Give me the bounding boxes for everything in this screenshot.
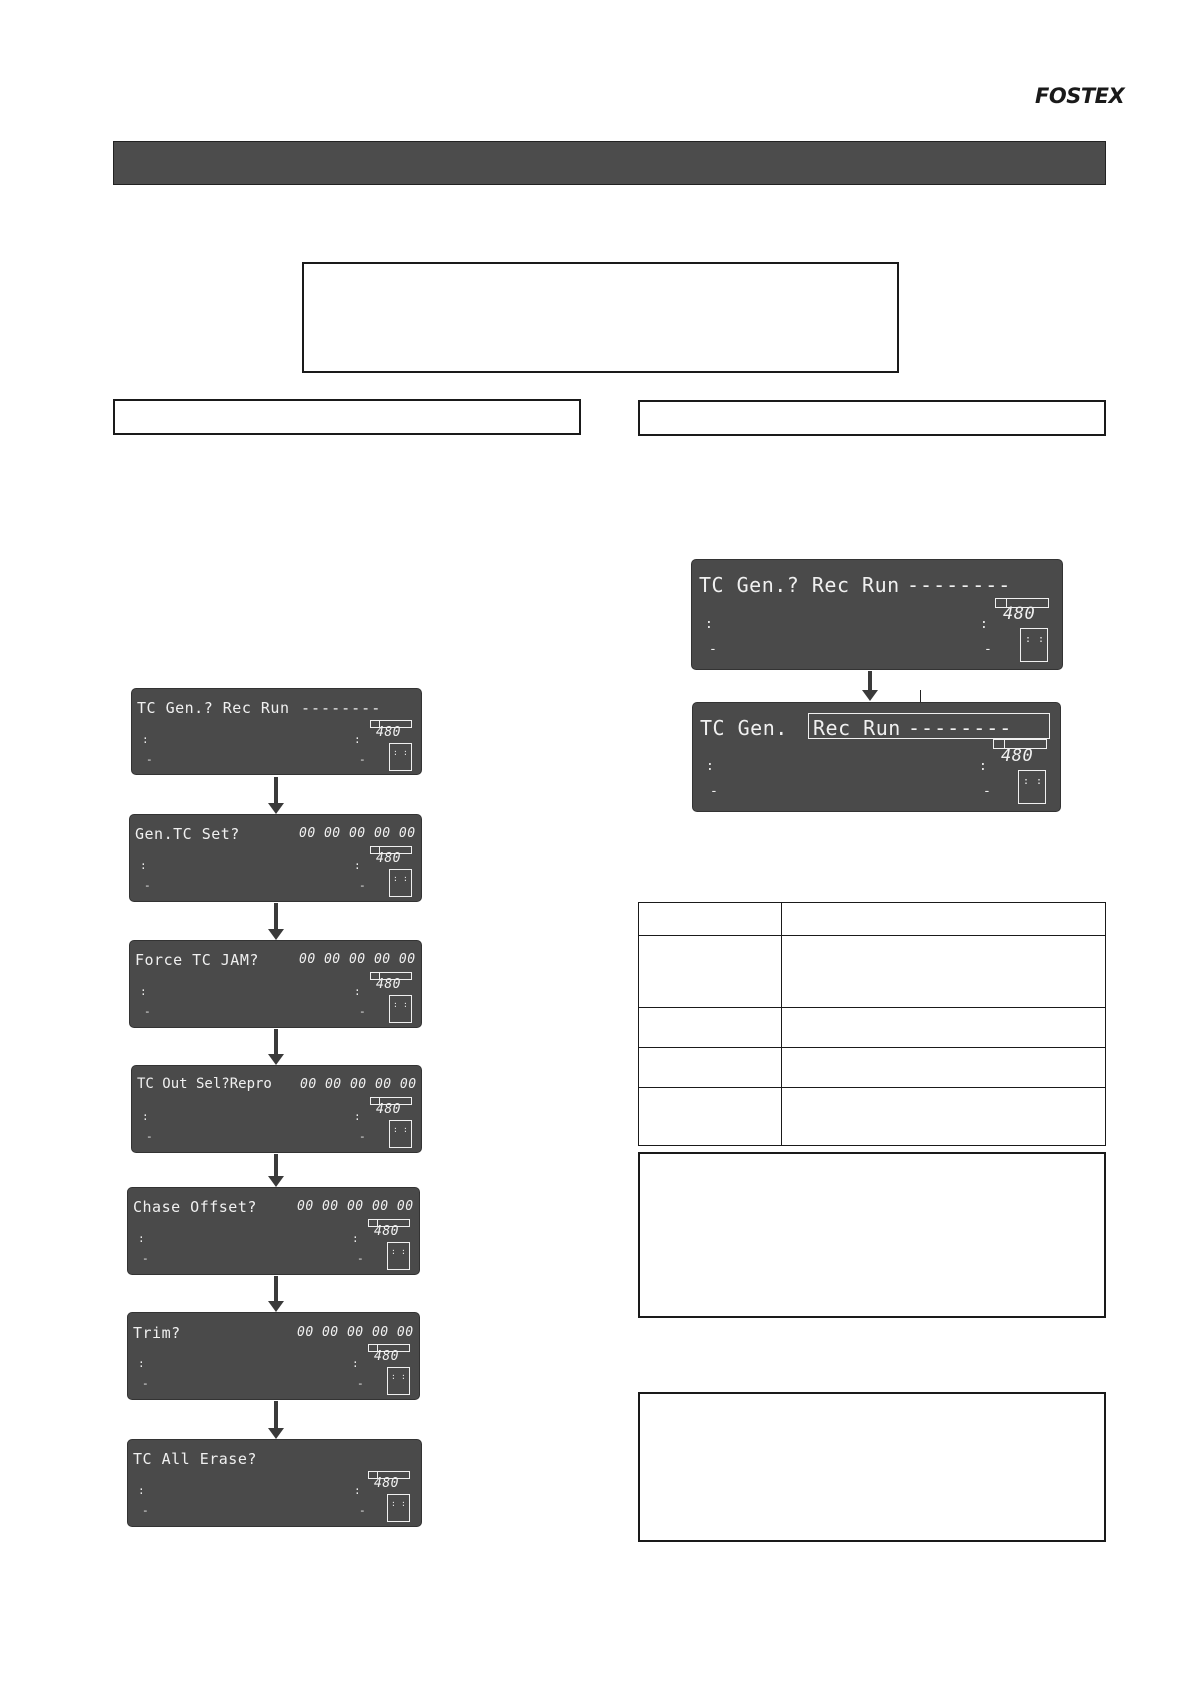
right-section-heading-box bbox=[638, 400, 1106, 436]
flow-arrowhead bbox=[268, 1176, 284, 1187]
lcd-screen-gen-tc-set bbox=[130, 815, 421, 901]
flow-arrowhead bbox=[268, 803, 284, 814]
lcd-line1: TC All Erase? bbox=[133, 1450, 257, 1468]
flow-arrow-line bbox=[868, 671, 872, 692]
table-row bbox=[639, 1008, 1106, 1048]
lcd-counter: 480 bbox=[374, 1224, 399, 1239]
lcd-dot: - bbox=[710, 784, 718, 799]
lcd-colon: : bbox=[352, 1357, 359, 1370]
lcd-colon: : bbox=[354, 1484, 361, 1497]
lcd-selected-value: Rec Run bbox=[813, 716, 901, 740]
lcd-colon: : bbox=[354, 733, 361, 746]
table-cell bbox=[782, 936, 1106, 1008]
lcd-dashes: -------- bbox=[907, 573, 1012, 597]
lcd-dot: - bbox=[984, 642, 992, 657]
lcd-timecode: 00 00 00 00 00 bbox=[299, 826, 416, 841]
lcd-dot: - bbox=[146, 1130, 153, 1143]
lcd-screen-tc-gen-menu bbox=[692, 560, 1062, 669]
flow-arrowhead bbox=[862, 690, 878, 701]
battery-icon: : : bbox=[389, 743, 412, 771]
lcd-colon: : bbox=[138, 1484, 145, 1497]
lcd-colon: : bbox=[138, 1357, 145, 1370]
table-row bbox=[639, 1048, 1106, 1088]
note-box bbox=[638, 1392, 1106, 1542]
lcd-screen-chase-offset bbox=[128, 1188, 419, 1274]
battery-icon: : : bbox=[1020, 628, 1048, 662]
intro-box bbox=[302, 262, 899, 373]
lcd-colon: : bbox=[354, 1110, 361, 1123]
fostex-logo: FOSTEX bbox=[1035, 84, 1125, 108]
table-cell bbox=[639, 1088, 782, 1146]
lcd-dot: - bbox=[357, 1252, 364, 1265]
flow-arrow-line bbox=[274, 777, 278, 805]
table-cell bbox=[782, 1088, 1106, 1146]
lcd-dot: - bbox=[709, 642, 717, 657]
lcd-dot: - bbox=[142, 1252, 149, 1265]
flow-arrow-line bbox=[274, 1276, 278, 1303]
lcd-dot: - bbox=[359, 753, 366, 766]
lcd-dot: - bbox=[359, 1504, 366, 1517]
lcd-colon: : bbox=[142, 733, 149, 746]
lcd-dot: - bbox=[359, 879, 366, 892]
flow-arrow-line bbox=[274, 1029, 278, 1056]
lcd-screen-force-tc-jam bbox=[130, 941, 421, 1027]
lcd-counter: 480 bbox=[1001, 746, 1034, 766]
lcd-colon: : bbox=[142, 1110, 149, 1123]
lcd-colon: : bbox=[352, 1232, 359, 1245]
lcd-dot: - bbox=[142, 1504, 149, 1517]
lcd-counter: 480 bbox=[376, 725, 401, 740]
lcd-dot: - bbox=[142, 1377, 149, 1390]
flow-arrowhead bbox=[268, 1428, 284, 1439]
table-cell bbox=[639, 1008, 782, 1048]
options-table bbox=[638, 902, 1106, 1146]
lcd-line1: Chase Offset? bbox=[133, 1198, 257, 1216]
left-section-heading-box bbox=[113, 399, 581, 435]
lcd-colon: : bbox=[980, 617, 988, 632]
lcd-line1: Force TC JAM? bbox=[135, 951, 259, 969]
lcd-counter: 480 bbox=[376, 851, 401, 866]
flow-arrowhead bbox=[268, 1054, 284, 1065]
lcd-screen-tc-gen bbox=[132, 689, 421, 774]
lcd-screen-tc-all-erase bbox=[128, 1440, 421, 1526]
lcd-screen-tc-gen-select bbox=[693, 703, 1060, 811]
lcd-dot: - bbox=[359, 1005, 366, 1018]
lcd-screen-tc-out-sel bbox=[132, 1066, 421, 1152]
lcd-colon: : bbox=[354, 859, 361, 872]
lcd-line1: TC Gen.? Rec Run bbox=[137, 699, 290, 717]
lcd-counter: 480 bbox=[1003, 604, 1036, 624]
lcd-screen-trim bbox=[128, 1313, 419, 1399]
note-box bbox=[638, 1152, 1106, 1318]
lcd-colon: : bbox=[705, 617, 713, 632]
lcd-colon: : bbox=[138, 1232, 145, 1245]
lcd-dot: - bbox=[357, 1377, 364, 1390]
flow-arrow-line bbox=[274, 1401, 278, 1429]
lcd-timecode: 00 00 00 00 00 bbox=[299, 952, 416, 967]
battery-icon: : : bbox=[1018, 770, 1046, 804]
lcd-colon: : bbox=[140, 859, 147, 872]
battery-icon: : : bbox=[389, 995, 412, 1023]
lcd-colon: : bbox=[706, 759, 714, 774]
lcd-dashes: -------- bbox=[908, 716, 1013, 740]
table-row bbox=[639, 1088, 1106, 1146]
battery-icon: : : bbox=[387, 1367, 410, 1395]
lcd-dot: - bbox=[359, 1130, 366, 1143]
lcd-colon: : bbox=[140, 985, 147, 998]
lcd-dot: - bbox=[146, 753, 153, 766]
lcd-timecode: 00 00 00 00 00 bbox=[300, 1077, 417, 1092]
table-row bbox=[639, 936, 1106, 1008]
lcd-dot: - bbox=[144, 1005, 151, 1018]
flow-arrow-line bbox=[274, 903, 278, 931]
lcd-colon: : bbox=[354, 985, 361, 998]
lcd-line1: TC Gen.? Rec Run bbox=[699, 573, 900, 597]
lcd-timecode: 00 00 00 00 00 bbox=[297, 1199, 414, 1214]
lcd-line1: Gen.TC Set? bbox=[135, 825, 240, 843]
battery-icon: : : bbox=[389, 1120, 412, 1148]
battery-icon: : : bbox=[389, 869, 412, 897]
flow-arrowhead bbox=[268, 929, 284, 940]
lcd-colon: : bbox=[979, 759, 987, 774]
lcd-counter: 480 bbox=[374, 1476, 399, 1491]
lcd-counter: 480 bbox=[374, 1349, 399, 1364]
section-title-bar bbox=[113, 141, 1106, 185]
flow-arrowhead bbox=[268, 1301, 284, 1312]
lcd-line1: Trim? bbox=[133, 1324, 181, 1342]
table-cell bbox=[639, 936, 782, 1008]
table-cell bbox=[782, 903, 1106, 936]
battery-icon: : : bbox=[387, 1242, 410, 1270]
flow-arrow-line bbox=[274, 1154, 278, 1177]
table-cell bbox=[782, 1048, 1106, 1088]
table-cell bbox=[639, 1048, 782, 1088]
lcd-dot: - bbox=[144, 879, 151, 892]
lcd-dot: - bbox=[983, 784, 991, 799]
table-cell bbox=[782, 1008, 1106, 1048]
table-row bbox=[639, 903, 1106, 936]
lcd-line1: TC Out Sel?Repro bbox=[137, 1076, 272, 1092]
lcd-dashes: -------- bbox=[301, 699, 382, 717]
table-cell bbox=[639, 903, 782, 936]
lcd-counter: 480 bbox=[376, 1102, 401, 1117]
lcd-label: TC Gen. bbox=[700, 716, 788, 740]
lcd-timecode: 00 00 00 00 00 bbox=[297, 1325, 414, 1340]
battery-icon: : : bbox=[387, 1494, 410, 1522]
lcd-counter: 480 bbox=[376, 977, 401, 992]
